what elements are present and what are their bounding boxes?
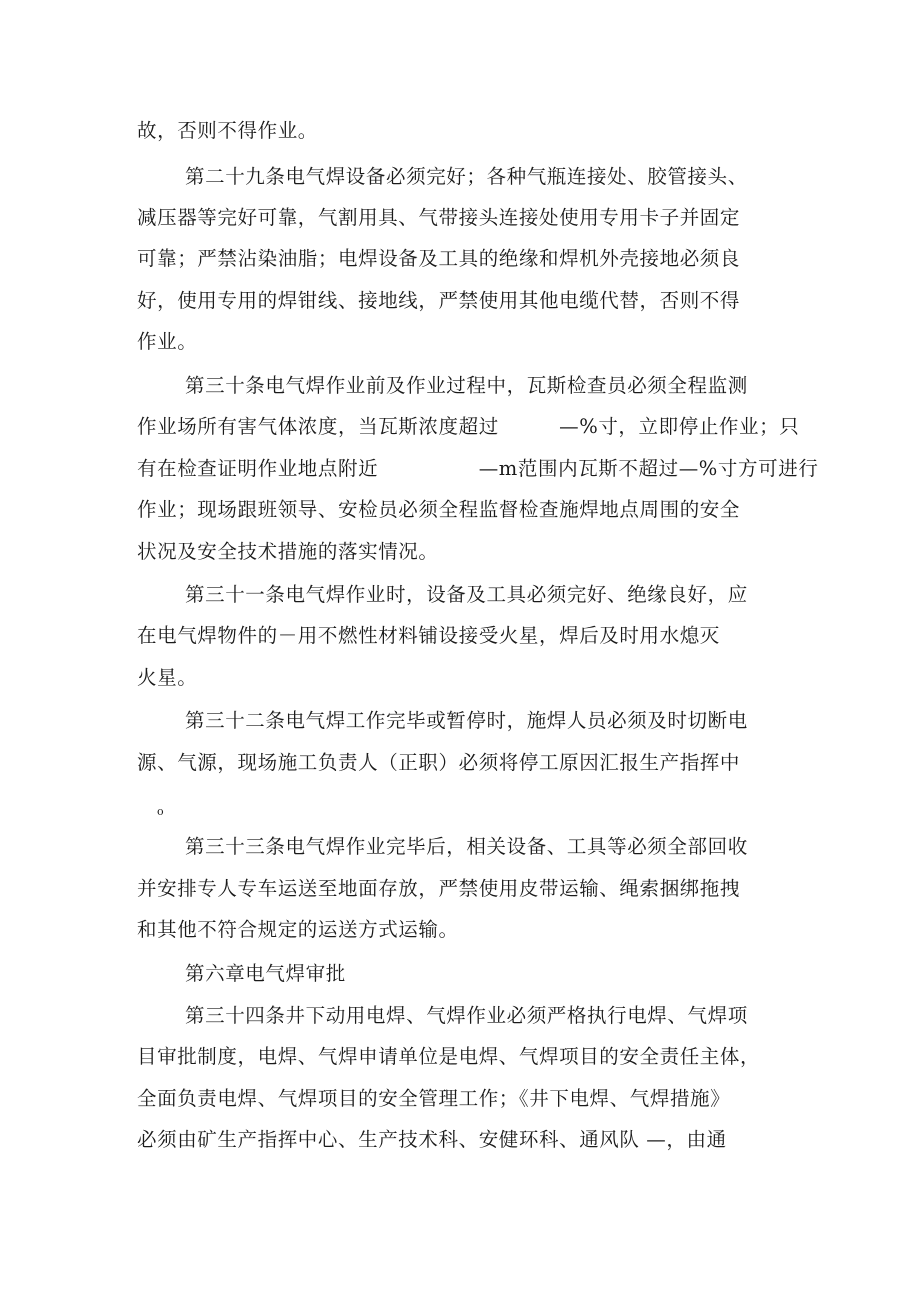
text-line: 必须由矿生产指挥中心、生产技术科、安健环科、通风队 —，由通 bbox=[137, 1128, 727, 1151]
stray-mark: o bbox=[157, 805, 164, 818]
text-line: 状况及安全技术措施的落实情况。 bbox=[137, 540, 439, 563]
text-line: 目审批制度，电焊、气焊申请单位是电焊、气焊项目的安全责任主体， bbox=[137, 1045, 761, 1068]
paragraph-art31-line: 第三十一条电气焊作业时，设备及工具必须完好、绝缘良好，应 bbox=[185, 583, 748, 606]
text-line: 火星。 bbox=[137, 666, 198, 689]
text-line: 在电气焊物件的－用不燃性材料铺设接受火星，焊后及时用水熄灭 bbox=[137, 624, 720, 647]
text-line: 作业；现场跟班领导、安检员必须全程监督检查施焊地点周围的安全 bbox=[137, 498, 741, 521]
text-line: 并安排专人专车运送至地面存放，严禁使用皮带运输、绳索捆绑拖拽 bbox=[137, 877, 741, 900]
text-line: 减压器等完好可靠，气割用具、气带接头连接处使用专用卡子并固定 bbox=[137, 206, 741, 229]
paragraph-art29-line: 第二十九条电气焊设备必须完好；各种气瓶连接处、胶管接头、 bbox=[185, 165, 748, 188]
text-line: 作业。 bbox=[137, 330, 198, 353]
paragraph-art32-line: 第三十二条电气焊工作完毕或暂停时，施焊人员必须及时切断电 bbox=[185, 709, 748, 732]
paragraph-art30-line: 第三十条电气焊作业前及作业过程中，瓦斯检查员必须全程监测 bbox=[185, 374, 748, 397]
text-line: 和其他不符合规定的运送方式运输。 bbox=[137, 918, 459, 941]
text-line: 全面负责电焊、气焊项目的安全管理工作；《井下电焊、气焊措施》 bbox=[137, 1087, 731, 1110]
text-line: 有在检查证明作业地点附近 —m范围内瓦斯不超过—%寸方可进行 bbox=[137, 457, 819, 480]
text-line: 源、气源，现场施工负责人（正职）必须将停工原因汇报生产指挥中 bbox=[137, 751, 741, 774]
text-line: 作业场所有害气体浓度，当瓦斯浓度超过 —%寸，立即停止作业；只 bbox=[137, 415, 800, 438]
paragraph-art34-line: 第三十四条井下动用电焊、气焊作业必须严格执行电焊、气焊项 bbox=[185, 1004, 748, 1027]
text-line: 可靠；严禁沾染油脂；电焊设备及工具的绝缘和焊机外壳接地必须良 bbox=[137, 247, 741, 270]
text-line: 好，使用专用的焊钳线、接地线，严禁使用其他电缆代替，否则不得 bbox=[137, 289, 741, 312]
chapter-heading: 第六章电气焊审批 bbox=[185, 962, 346, 985]
text-line: 故，否则不得作业。 bbox=[137, 119, 318, 142]
paragraph-art33-line: 第三十三条电气焊作业完毕后，相关设备、工具等必须全部回收 bbox=[185, 835, 748, 858]
